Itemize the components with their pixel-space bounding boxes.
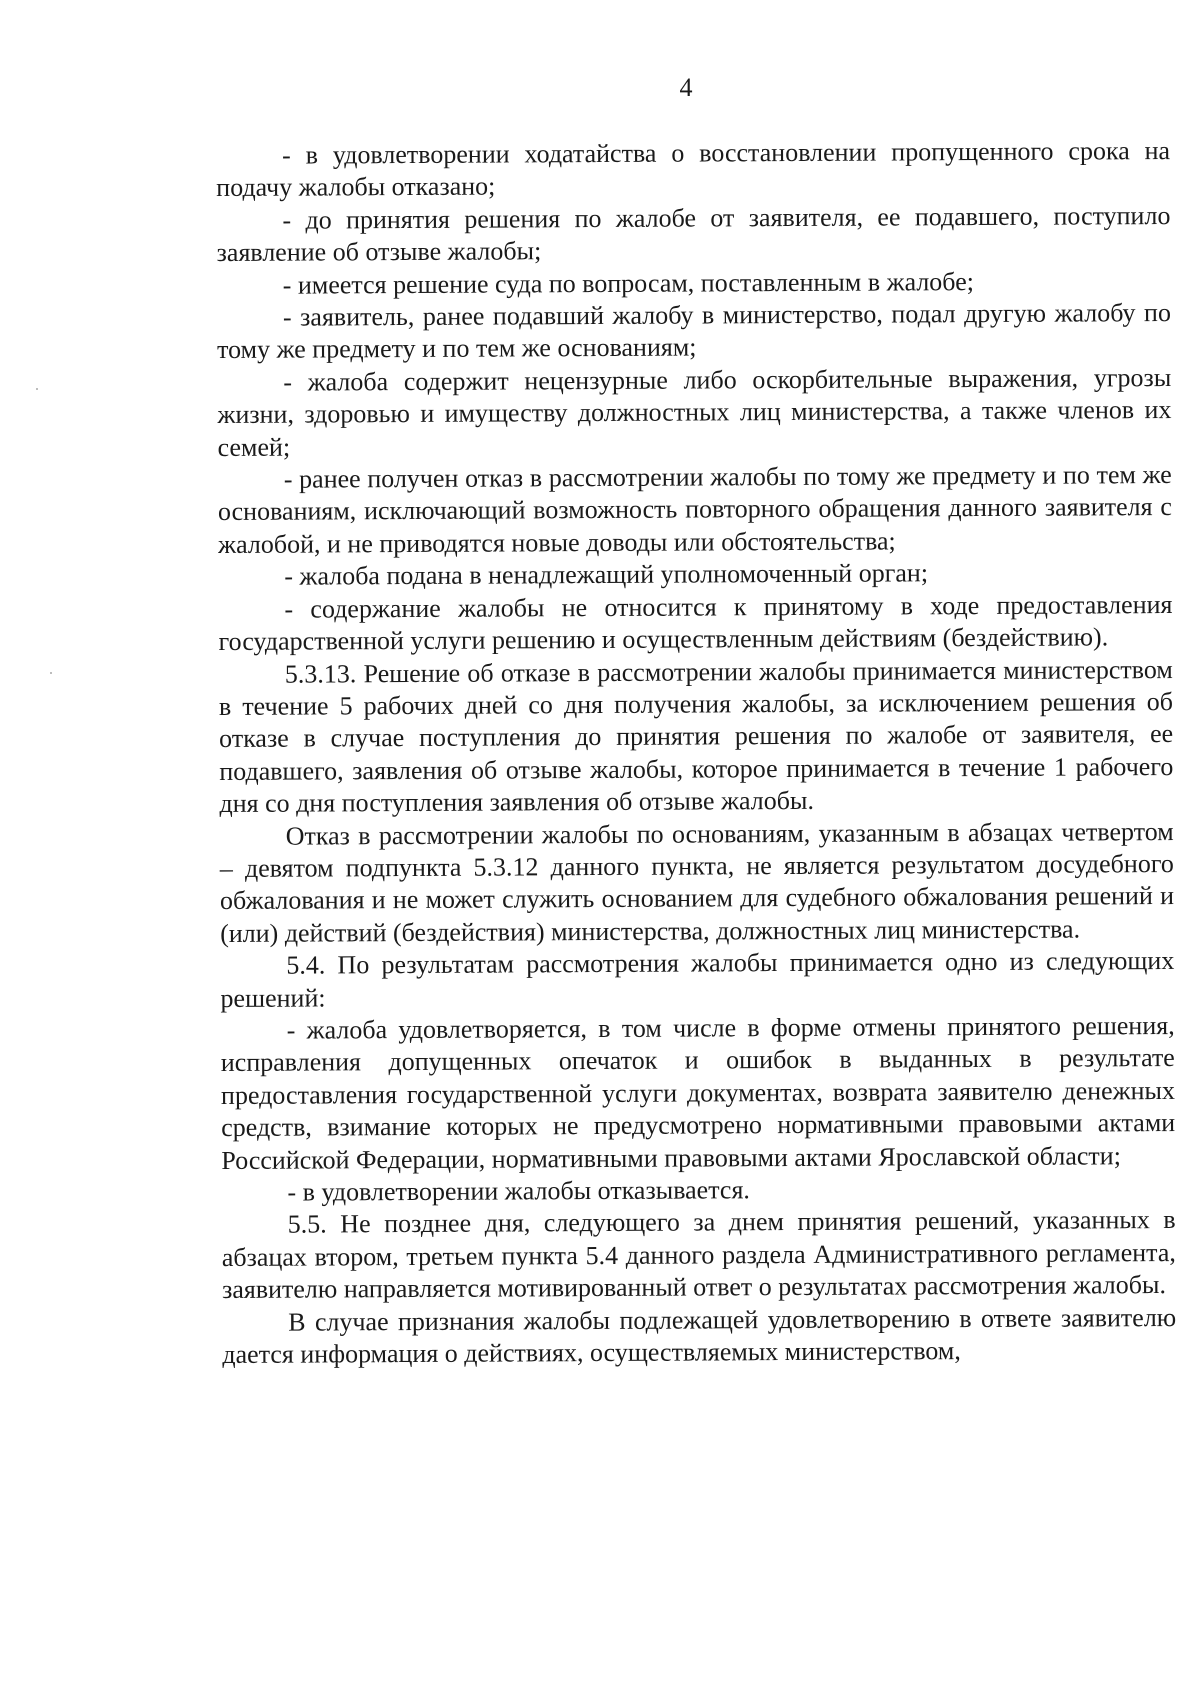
scan-speck (50, 672, 52, 674)
paragraph: - жалоба удовлетворяется, в том числе в форме отмены принятого решения, исправления допущенных опечаток и ошибок в выданных в результате предоставления государственной услуги документах, возврата заявителю денежных средств, взимание которых не предусмотрено нормативными правовыми актами Российской Федерации, нормативными правовыми актами Ярославской области; (220, 1010, 1176, 1175)
paragraph: - жалоба подана в ненадлежащий уполномоченный орган; (284, 558, 929, 591)
paragraph: - до принятия решения по жалобе от заявителя, ее подавшего, поступило заявление об отзыве жалобы; (216, 200, 1171, 268)
document-body (216, 135, 1176, 1371)
paragraph: - ранее получен отказ в рассмотрении жалобы по тому же предмету и по тем же основаниям, исключающий возможность повторного обращения данного заявителя с жалобой, и не приводятся новые доводы или обстоятельства; (217, 460, 1173, 559)
paragraph: - содержание жалобы не относится к принятому в ходе предоставления государственной услуги решению и осуществленным действиям (бездействию). (218, 589, 1173, 657)
page-number: 4 (679, 73, 693, 102)
paragraph: В случае признания жалобы подлежащей удовлетворению в ответе заявителю дается информация о действиях, осуществляемых министерством, (222, 1302, 1177, 1370)
paragraph: 5.5. Не позднее дня, следующего за днем принятия решений, указанных в абзацах втором, третьем пункта 5.4 данного раздела Административного регламента, заявителю направляется мотивированный ответ о результатах рассмотрения жалобы. (221, 1205, 1176, 1305)
paragraph: - в удовлетворении жалобы отказывается. (287, 1175, 750, 1207)
paragraph: - в удовлетворении ходатайства о восстановлении пропущенного срока на подачу жалобы отказано; (216, 136, 1171, 203)
paragraph: - заявитель, ранее подавший жалобу в министерство, подал другую жалобу по тому же предмету и по тем же основаниям; (217, 298, 1171, 365)
paragraph: - имеется решение суда по вопросам, поставленным в жалобе; (282, 266, 974, 300)
paragraph: - жалоба содержит нецензурные либо оскорбительные выражения, угрозы жизни, здоровью и имуществу должностных лиц министерства, а также членов их семей; (217, 362, 1172, 462)
paragraph: 5.4. По результатам рассмотрения жалобы принимается одно из следующих решений: (220, 946, 1175, 1013)
paragraph: Отказ в рассмотрении жалобы по основаниям, указанным в абзацах четвертом – девятом подпункта 5.3.12 данного пункта, не является результатом досудебного обжалования и не может служить основанием для судебного обжалования решений и (или) действий (бездействия) министерства, должностных лиц министерства. (219, 816, 1175, 948)
scan-speck (36, 388, 38, 390)
paragraph: 5.3.13. Решение об отказе в рассмотрении жалобы принимается министерством в течение 5 рабочих дней со дня получения жалобы, за исключением решения об отказе в случае поступления до принятия решения по жалобе от заявителя, ее подавшего, заявления об отзыве жалобы, которое принимается в течение 1 рабочего дня со дня поступления заявления об отзыве жалобы. (218, 654, 1174, 819)
